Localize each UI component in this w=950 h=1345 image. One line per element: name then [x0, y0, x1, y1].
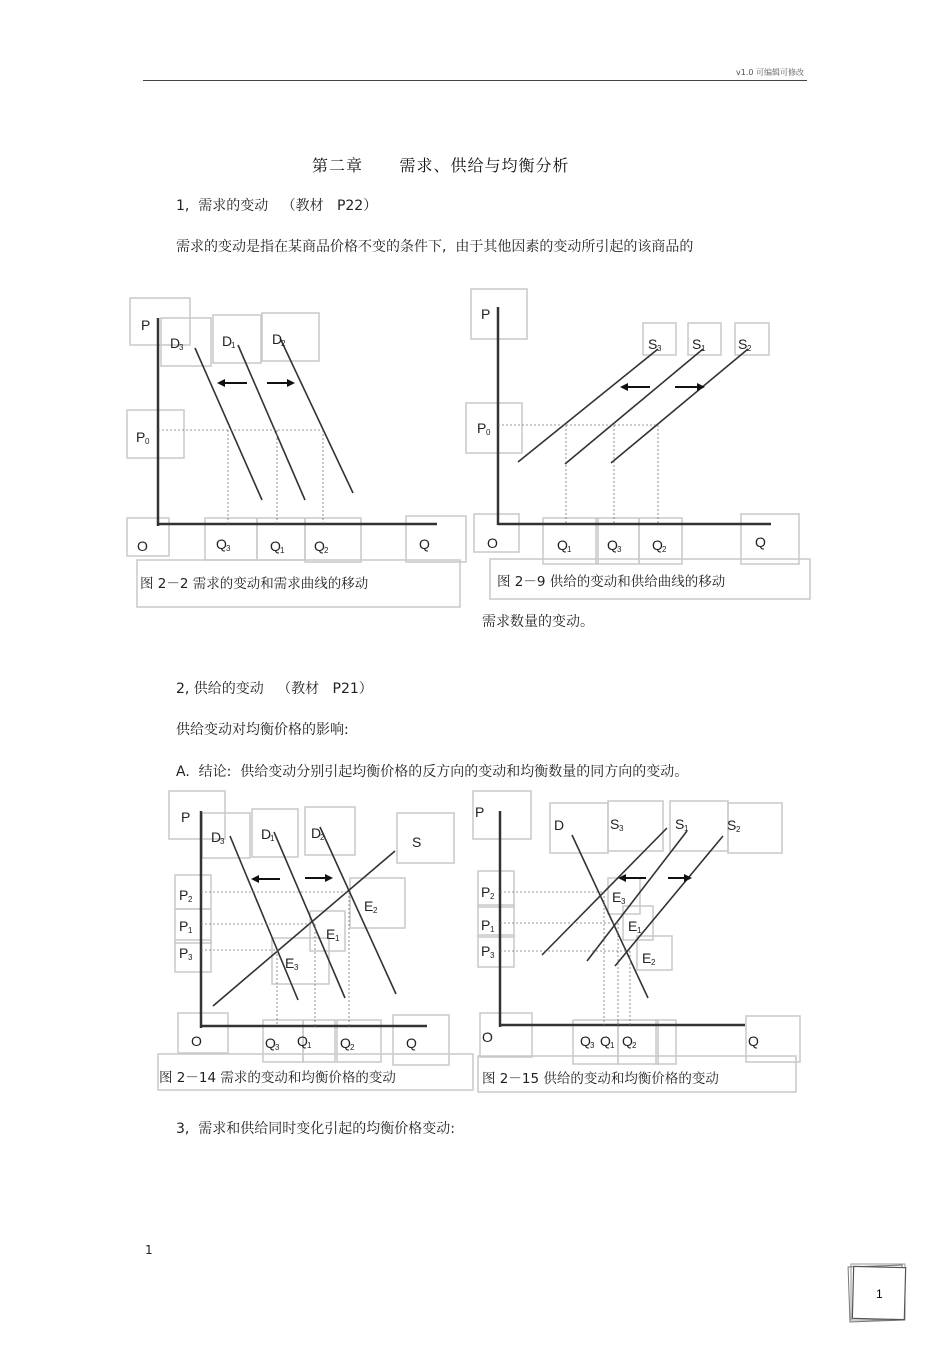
fig22-d2-label: D: [272, 331, 283, 347]
fig29-s1-sub: 1: [701, 344, 706, 353]
fig215-q2-label: Q: [622, 1033, 633, 1049]
fig214-caption: 图 2－14 需求的变动和均衡价格的变动: [159, 1070, 396, 1086]
fig22-curve-d3: [195, 348, 262, 500]
fig29-curve-s2: [611, 349, 748, 463]
fig214-origin-label: O: [191, 1033, 202, 1049]
fig215-s2-label: S: [727, 817, 737, 833]
fig22-p-label: P: [141, 317, 151, 333]
fig215-q3-label: Q: [580, 1033, 591, 1049]
fig214-p1-sub: 1: [188, 926, 193, 935]
fig214-d3-sub: 3: [220, 837, 225, 846]
fig215-s1-label: S: [675, 816, 685, 832]
fig214-e3-sub: 3: [294, 963, 299, 972]
fig214-p-label: P: [181, 809, 191, 825]
fig215-e3-sub: 3: [621, 897, 626, 906]
section-2-body: 供给变动对均衡价格的影响:: [176, 722, 349, 738]
fig214-s-label: S: [412, 834, 422, 850]
figure-2-15: [470, 788, 805, 1096]
fig215-e2-sub: 2: [651, 958, 656, 967]
fig22-origin-label: O: [137, 538, 148, 554]
fig215-s2-sub: 2: [736, 825, 741, 834]
fig214-q3-sub: 3: [275, 1043, 280, 1052]
fig29-q-label: Q: [755, 534, 766, 550]
fig29-s3-sub: 3: [657, 344, 662, 353]
fig215-p1-sub: 1: [490, 925, 495, 934]
fig214-e1-label: E: [326, 926, 336, 942]
fig215-q1-label: Q: [600, 1033, 611, 1049]
fig215-p1-label: P: [481, 917, 491, 933]
section-1-heading: 1, 需求的变动 （教材 P22）: [176, 198, 378, 214]
fig214-p2-sub: 2: [188, 895, 193, 904]
fig215-p2-sub: 2: [490, 892, 495, 901]
fig22-q2-sub: 2: [324, 546, 329, 555]
fig214-d1-sub: 1: [270, 834, 275, 843]
fig215-e3-label: E: [612, 889, 622, 905]
fig215-e2-label: E: [642, 950, 652, 966]
header-version: v1.0 可编辑可修改: [736, 68, 804, 77]
fig22-q-label: Q: [419, 536, 430, 552]
section-3-heading: 3, 需求和供给同时变化引起的均衡价格变动:: [176, 1121, 455, 1137]
fig214-p3-label: P: [179, 945, 189, 961]
page-number: 1: [876, 1287, 883, 1301]
fig29-caption: 图 2－9 供给的变动和供给曲线的移动: [497, 574, 726, 590]
fig29-s1-label: S: [692, 336, 702, 352]
fig214-p3-sub: 3: [188, 953, 193, 962]
fig214-q1-sub: 1: [307, 1041, 312, 1050]
fig215-s1-sub: 1: [684, 824, 689, 833]
fig29-s3-label: S: [648, 336, 658, 352]
fig29-q3-sub: 3: [617, 545, 622, 554]
fig22-p0-label: P: [136, 429, 146, 445]
fig215-q3-sub: 3: [590, 1041, 595, 1050]
figure-2-2: [125, 290, 470, 610]
fig214-q1-label: Q: [297, 1033, 308, 1049]
fig214-d1-label: D: [261, 826, 272, 842]
fig22-d3-sub: 3: [179, 343, 184, 352]
fig215-p3-label: P: [481, 943, 491, 959]
fig29-p0-sub: 0: [486, 428, 491, 437]
fig29-origin-label: O: [487, 535, 498, 551]
fig214-e2-label: E: [364, 898, 374, 914]
fig214-q2-label: Q: [340, 1035, 351, 1051]
fig215-s3-label: S: [610, 816, 620, 832]
fig214-curve-d3: [230, 836, 298, 1000]
fig29-s2-label: S: [738, 336, 748, 352]
fig29-q1-label: Q: [557, 537, 568, 553]
page-number-left: 1: [145, 1243, 153, 1257]
fig214-e1-sub: 1: [335, 934, 340, 943]
fig214-q2-sub: 2: [350, 1043, 355, 1052]
fig29-q3-label: Q: [607, 537, 618, 553]
fig29-p0-label: P: [477, 420, 487, 436]
fig214-q-label: Q: [406, 1035, 417, 1051]
fig214-d3-label: D: [211, 829, 222, 845]
fig215-origin-label: O: [482, 1029, 493, 1045]
fig22-q3-label: Q: [216, 536, 227, 552]
fig215-d-label: D: [554, 817, 565, 833]
fig29-q2-label: Q: [652, 537, 663, 553]
fig29-s2-sub: 2: [747, 344, 752, 353]
figure-2-9: [463, 285, 813, 605]
fig29-q1-sub: 1: [567, 545, 572, 554]
section-2-conclusion: A. 结论: 供给变动分别引起均衡价格的反方向的变动和均衡数量的同方向的变动。: [176, 764, 689, 780]
fig215-q1-sub: 1: [610, 1041, 615, 1050]
fig215-e1-label: E: [628, 918, 638, 934]
section-1-tail: 需求数量的变动。: [482, 614, 594, 630]
fig214-d2-label: D: [311, 825, 322, 841]
fig214-e2-sub: 2: [373, 906, 378, 915]
header-divider: [143, 80, 807, 81]
fig22-q1-sub: 1: [280, 546, 285, 555]
fig22-q2-label: Q: [314, 538, 325, 554]
fig22-q1-label: Q: [270, 538, 281, 554]
fig22-d1-label: D: [222, 333, 233, 349]
fig22-d3-label: D: [170, 335, 181, 351]
fig214-d2-sub: 2: [320, 833, 325, 842]
fig214-p2-label: P: [179, 887, 189, 903]
fig22-d2-sub: 2: [281, 339, 286, 348]
fig214-p1-label: P: [179, 918, 189, 934]
chapter-title: 第二章 需求、供给与均衡分析: [312, 156, 570, 175]
fig22-caption: 图 2－2 需求的变动和需求曲线的移动: [140, 576, 369, 592]
fig29-q2-sub: 2: [662, 545, 667, 554]
fig215-caption: 图 2－15 供给的变动和均衡价格的变动: [482, 1071, 719, 1087]
fig215-p2-label: P: [481, 884, 491, 900]
page-number-box: [846, 1262, 910, 1324]
fig215-p-label: P: [475, 804, 485, 820]
fig215-q2-sub: 2: [632, 1041, 637, 1050]
fig214-e3-label: E: [285, 955, 295, 971]
fig214-q3-label: Q: [265, 1035, 276, 1051]
fig215-s3-sub: 3: [619, 824, 624, 833]
fig215-e1-sub: 1: [637, 926, 642, 935]
figure-2-14: [155, 788, 480, 1096]
fig22-d1-sub: 1: [231, 341, 236, 350]
fig215-p3-sub: 3: [490, 951, 495, 960]
fig29-p-label: P: [481, 306, 491, 322]
fig22-p0-sub: 0: [145, 437, 150, 446]
section-1-body: 需求的变动是指在某商品价格不变的条件下, 由于其他因素的变动所引起的该商品的: [176, 239, 694, 255]
fig215-q-label: Q: [748, 1033, 759, 1049]
section-2-heading: 2, 供给的变动 （教材 P21）: [176, 681, 373, 697]
fig22-q3-sub: 3: [226, 544, 231, 553]
